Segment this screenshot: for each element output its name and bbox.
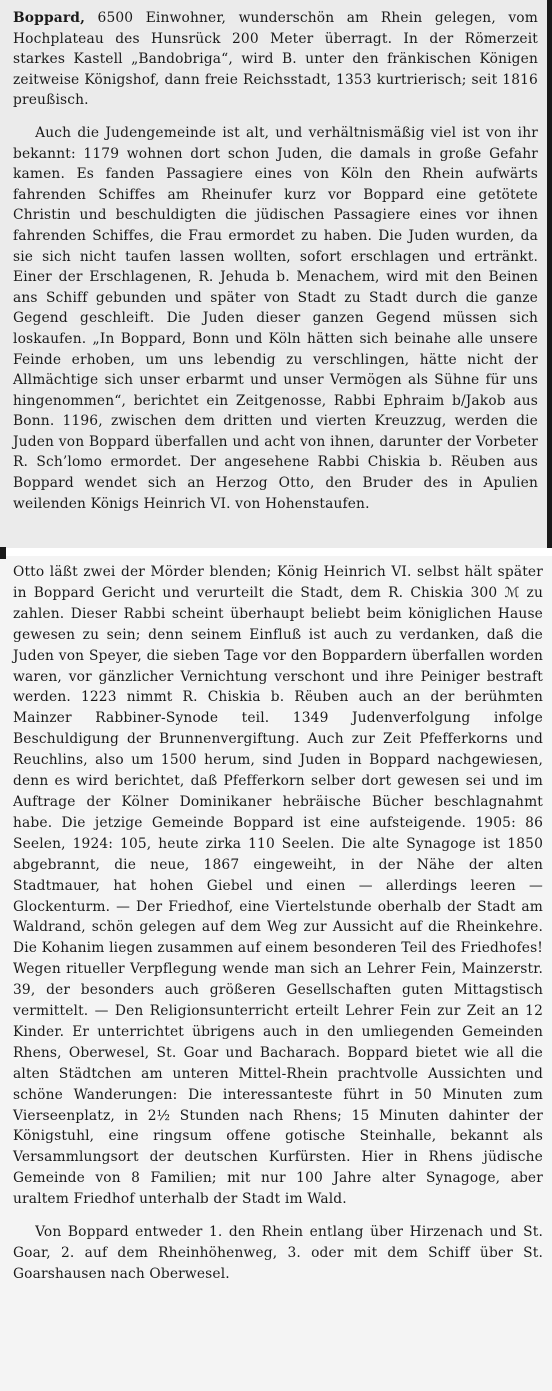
paragraph-continuation: Otto läßt zwei der Mörder blenden; König Heinrich VI. selbst hält später in Boppard Gericht und verurteilt die Stadt, dem R. Chiskia 300 ℳ zu zahlen. Dieser Rabbi scheint überhaupt beliebt beim königlichen Hause gewesen zu sein; denn seinem Einfluß ist auch zu verdanken, daß die Juden von Speyer, die sieben Tage vor den Boppardern überfallen worden waren, vor gänzlicher Vernichtung verschont und ihre Peiniger bestraft werden. 1223 nimmt R. Chiskia b. Rëuben auch an der berühmten Mainzer Rabbiner-Synode teil. 1349 Judenverfolgung infolge Beschuldigung der Brunnenvergiftung. Auch zur Zeit Pfefferkorns und Reuchlins, also um 1500 herum, sind Juden in Boppard nachgewiesen, denn es wird berichtet, daß Pfefferkorn selber dort gewesen sei und im Auftrage der Kölner Dominikaner hebräische Bücher beschlagnahmt habe. Die jetzige Gemeinde Boppard ist eine aufsteigende. 1905: 86 Seelen, 1924: 105, heute zirka 110 Seelen. Die alte Synagoge ist 1850 abgebrannt, die neue, 1867 eingeweiht, in der Nähe der alten Stadtmauer, hat hohen Giebel und einen — allerdings leeren — Glockenturm. — Der Friedhof, eine Viertelstunde oberhalb der Stadt am Waldrand, schön gelegen auf dem Weg zur Aussicht auf die Rheinkehre. Die Kohanim liegen zusammen auf einem besonderen Teil des Friedhofes! Wegen ritueller Verpflegung wende man sich an Lehrer Fein, Mainzerstr. 39, der besonders auch größeren Gesellschaften guten Mittagstisch vermittelt. — Den Religionsunterricht erteilt Lehrer Fein zur Zeit an 12 Kinder. Er unterrichtet übrigens auch in den umliegenden Gemeinden Rhens, Oberwesel, St. Goar und Bacharach. Boppard bietet wie all die alten Städtchen am unteren Mittel-Rhein prachtvolle Aussichten und schöne Wanderungen: Die interessanteste führt in 50 Minuten zum Vierseenplatz, in 2½ Stunden nach Rhens; 15 Minuten dahinter der Königstuhl, eine ringsum offene gotische Steinhalle, bekannt als Versammlungsort der deutschen Kurfürsten. Hier in Rhens jüdische Gemeinde von 8 Familien; mit nur 100 Jahre alter Synagoge, aber uraltem Friedhof unterhalb der Stadt im Wald. (13, 564, 543, 1208)
newspaper-clipping-bottom (0, 556, 552, 1391)
entry-heading: Boppard, (13, 10, 86, 26)
paragraph-intro (13, 8, 538, 111)
paragraph-history: Auch die Judengemeinde ist alt, und verhältnismäßig viel ist von ihr bekannt: 1179 wohnen dort schon Juden, die damals in große Gefahr kamen. Es fanden Passagiere eines von Köln den Rhein aufwärts fahrenden Schiffes am Rheinufer kurz vor Boppard eine getötete Christin und beschuldigten die jüdischen Passagiere eines vor ihnen fahrenden Schiffes, die Frau ermordet zu haben. Die Juden wurden, da sie sich nicht taufen lassen wollten, sofort erschlagen und ertränkt. Einer der Erschlagenen, R. Jehuda b. Menachem, wird mit den Beinen ans Schiff gebunden und später von Stadt zu Stadt durch die ganze Gegend geschleift. Die Juden dieser ganzen Gegend müssen sich loskaufen. „In Boppard, Bonn und Köln hätten sich beinahe alle unsere Feinde erhoben, um uns lebendig zu verschlingen, hätte nicht der Allmächtige sich unser erbarmt und unser Vermögen als Sühne für uns hingenommen“, berichtet ein Zeitgenosse, Rabbi Ephraim b/Jakob aus Bonn. 1196, zwischen dem dritten und vierten Kreuzzug, werden die Juden von Boppard überfallen und acht von ihnen, darunter der Vorbeter R. Sch’lomo ermordet. Der angesehene Rabbi Chiskia b. Rëuben aus Boppard wendet sich an Herzog Otto, den Bruder des in Apulien weilenden Königs Heinrich VI. von Hohenstaufen. (13, 124, 538, 512)
intro-text: 6500 Einwohner, wunderschön am Rhein gelegen, vom Hochplateau des Hunsrück 200 Meter überragt. In der Römerzeit starkes Kastell „Bandobriga“, wird B. unter den fränkischen Königen zeitweise Königshof, dann freie Reichsstadt, 1353 kurtrierisch; seit 1816 preußisch. (13, 10, 538, 109)
paragraph-routes: Von Boppard entweder 1. den Rhein entlang über Hirzenach und St. Goar, 2. auf dem Rheinhöhenweg, 3. oder mit dem Schiff über St. Goarshausen nach Oberwesel. (13, 1224, 543, 1282)
newspaper-clipping-top (0, 0, 552, 548)
